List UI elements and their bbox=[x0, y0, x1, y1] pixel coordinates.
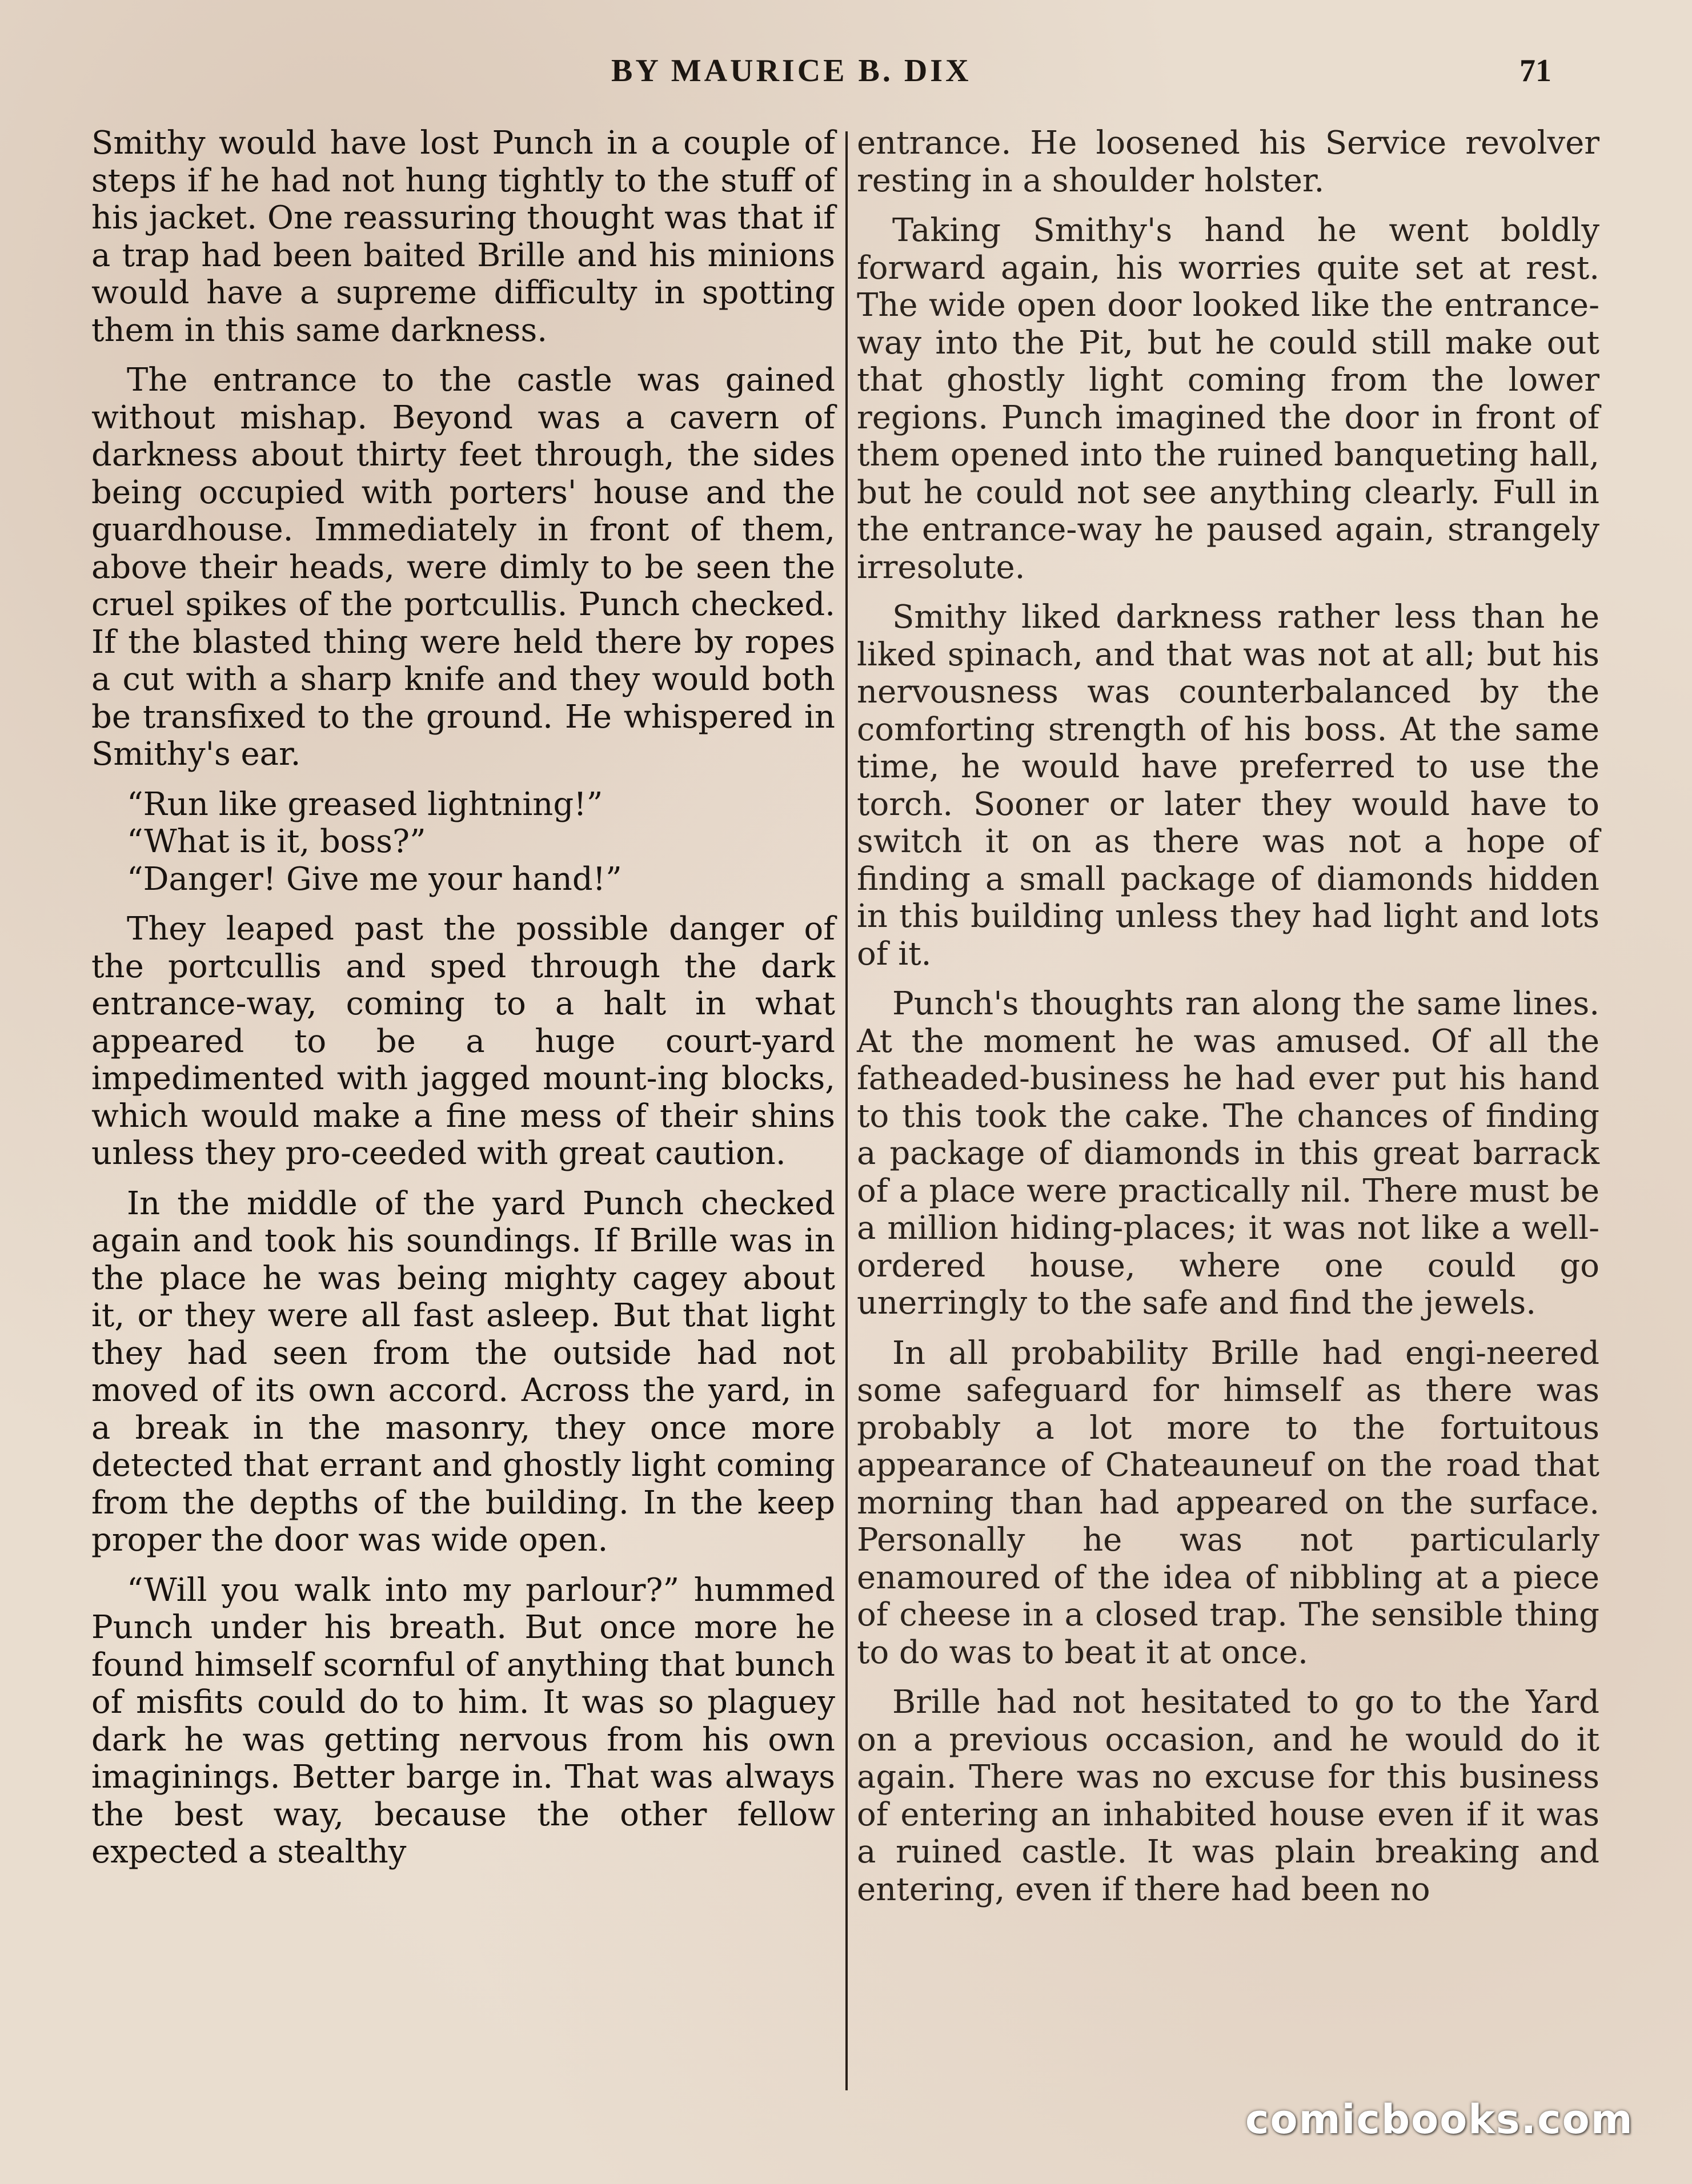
page-number: 71 bbox=[1519, 53, 1551, 89]
dialogue-line: “Danger! Give me your hand!” bbox=[127, 860, 622, 898]
running-header: BY MAURICE B. DIX bbox=[611, 53, 972, 89]
right-column bbox=[857, 125, 1599, 1921]
dialogue-line: “What is it, boss?” bbox=[127, 823, 426, 860]
watermark: comicbooks.com bbox=[1245, 2096, 1634, 2143]
dialogue-line: “Run like greased lightning!” bbox=[127, 785, 603, 823]
paragraph: They leaped past the possible danger of the portcullis and sped through the dark entrance-way, coming to a halt in what appeared to be a huge court-yard impedimented with jagged mount-ing blocks, which would make a fine mess of their shins unless they pro-ceeded with great caution. bbox=[91, 910, 835, 1172]
paragraph: Brille had not hesitated to go to the Yard on a previous occasion, and he would do it again. There was no excuse for this business of entering an inhabited house even if it was a ruined castle. It was plain breaking and entering, even if there had been no bbox=[857, 1684, 1599, 1908]
paragraph: Punch's thoughts ran along the same lines. At the moment he was amused. Of all the fatheaded-business he had ever put his hand to this took the cake. The chances of finding a package of diamonds in this great barrack of a place were practically nil. There must be a million hiding-places; it was not like a well-ordered house, where one could go unerringly to the safe and find the jewels. bbox=[857, 985, 1599, 1322]
paragraph: The entrance to the castle was gained without mishap. Beyond was a cavern of darkness about thirty feet through, the sides being occupied with porters' house and the guardhouse. Immediately in front of them, above their heads, were dimly to be seen the cruel spikes of the portcullis. Punch checked. If the blasted thing were held there by ropes a cut with a sharp knife and they would both be transfixed to the ground. He whispered in Smithy's ear. bbox=[91, 362, 835, 773]
paragraph: In the middle of the yard Punch checked again and took his soundings. If Brille was in the place he was being mighty cagey about it, or they were all fast asleep. But that light they had seen from the outside had not moved of its own accord. Across the yard, in a break in the masonry, they once more detected that errant and ghostly light coming from the depths of the building. In the keep proper the door was wide open. bbox=[91, 1185, 835, 1559]
paragraph: Smithy would have lost Punch in a couple of steps if he had not hung tightly to the stuff of his jacket. One reassuring thought was that if a trap had been baited Brille and his minions would have a supreme difficulty in spotting them in this same darkness. bbox=[91, 125, 835, 349]
paragraph: entrance. He loosened his Service revolver resting in a shoulder holster. bbox=[857, 125, 1599, 199]
column-divider bbox=[845, 131, 848, 2090]
paragraph: Taking Smithy's hand he went boldly forward again, his worries quite set at rest. The wide open door looked like the entrance-way into the Pit, but he could still make out that ghostly light coming from the lower regions. Punch imagined the door in front of them opened into the ruined banqueting hall, but he could not see anything clearly. Full in the entrance-way he paused again, strangely irresolute. bbox=[857, 212, 1599, 586]
paragraph: In all probability Brille had engi-neered some safeguard for himself as there was probably a lot more to the fortuitous appearance of Chateauneuf on the road that morning than had appeared on the surface. Personally he was not particularly enamoured of the idea of nibbling at a piece of cheese in a closed trap. The sensible thing to do was to beat it at once. bbox=[857, 1334, 1599, 1671]
paragraph: “Will you walk into my parlour?” hummed Punch under his breath. But once more he found himself scornful of anything that bunch of misfits could do to him. It was so plaguey dark he was getting nervous from his own imaginings. Better barge in. That was always the best way, because the other fellow expected a stealthy bbox=[91, 1571, 835, 1870]
paragraph: Smithy liked darkness rather less than he liked spinach, and that was not at all; but his nervousness was counterbalanced by the comforting strength of his boss. At the same time, he would have preferred to use the torch. Sooner or later they would have to switch it on as there was not a hope of finding a small package of diamonds hidden in this building unless they had light and lots of it. bbox=[857, 599, 1599, 973]
left-column bbox=[91, 125, 835, 1884]
